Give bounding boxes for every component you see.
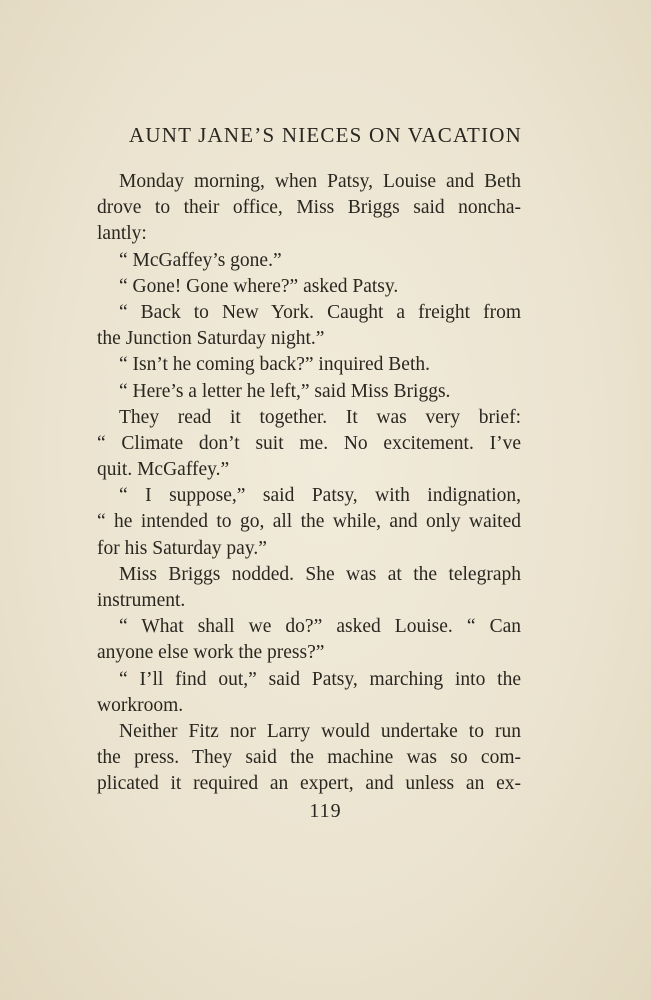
text-line: “ I’ll find out,” said Patsy, marching into the [119, 668, 521, 690]
text-line: They read it together. It was very brief: [119, 406, 521, 428]
text-line: “ What shall we do?” asked Louise. “ Can [119, 616, 521, 638]
page-number: 119 [309, 800, 342, 822]
text-line: “ Gone! Gone where?” asked Patsy. [119, 275, 399, 297]
text-line: Miss Briggs nodded. She was at the telegraph [119, 563, 521, 585]
text-line: drove to their office, Miss Briggs said noncha- [97, 197, 521, 219]
text-line: plicated it required an expert, and unless an ex- [97, 773, 521, 795]
text-line: Neither Fitz nor Larry would undertake to run [119, 720, 521, 742]
text-line: “ Back to New York. Caught a freight from [119, 301, 521, 323]
running-head: AUNT JANE’S NIECES ON VACATION [128, 123, 523, 147]
text-line: “ Climate don’t suit me. No excitement. I’ve [97, 432, 521, 454]
text-line: lantly: [97, 223, 147, 245]
text-line: quit. McGaffey.” [97, 459, 230, 481]
text-line: the Junction Saturday night.” [97, 328, 325, 350]
text-line: the press. They said the machine was so com- [97, 747, 521, 769]
text-line: workroom. [97, 694, 184, 716]
body-text [97, 169, 521, 798]
text-line: Monday morning, when Patsy, Louise and Beth [119, 171, 521, 192]
text-line: anyone else work the press?” [97, 642, 325, 664]
text-line: instrument. [97, 590, 186, 611]
text-line: “ I suppose,” said Patsy, with indignation, [119, 485, 521, 507]
text-line: for his Saturday pay.” [97, 537, 267, 559]
text-line: “ he intended to go, all the while, and only waited [97, 511, 521, 533]
text-line: “ Here’s a letter he left,” said Miss Briggs. [119, 380, 451, 402]
text-line: “ McGaffey’s gone.” [119, 249, 282, 271]
text-line: “ Isn’t he coming back?” inquired Beth. [119, 354, 431, 376]
